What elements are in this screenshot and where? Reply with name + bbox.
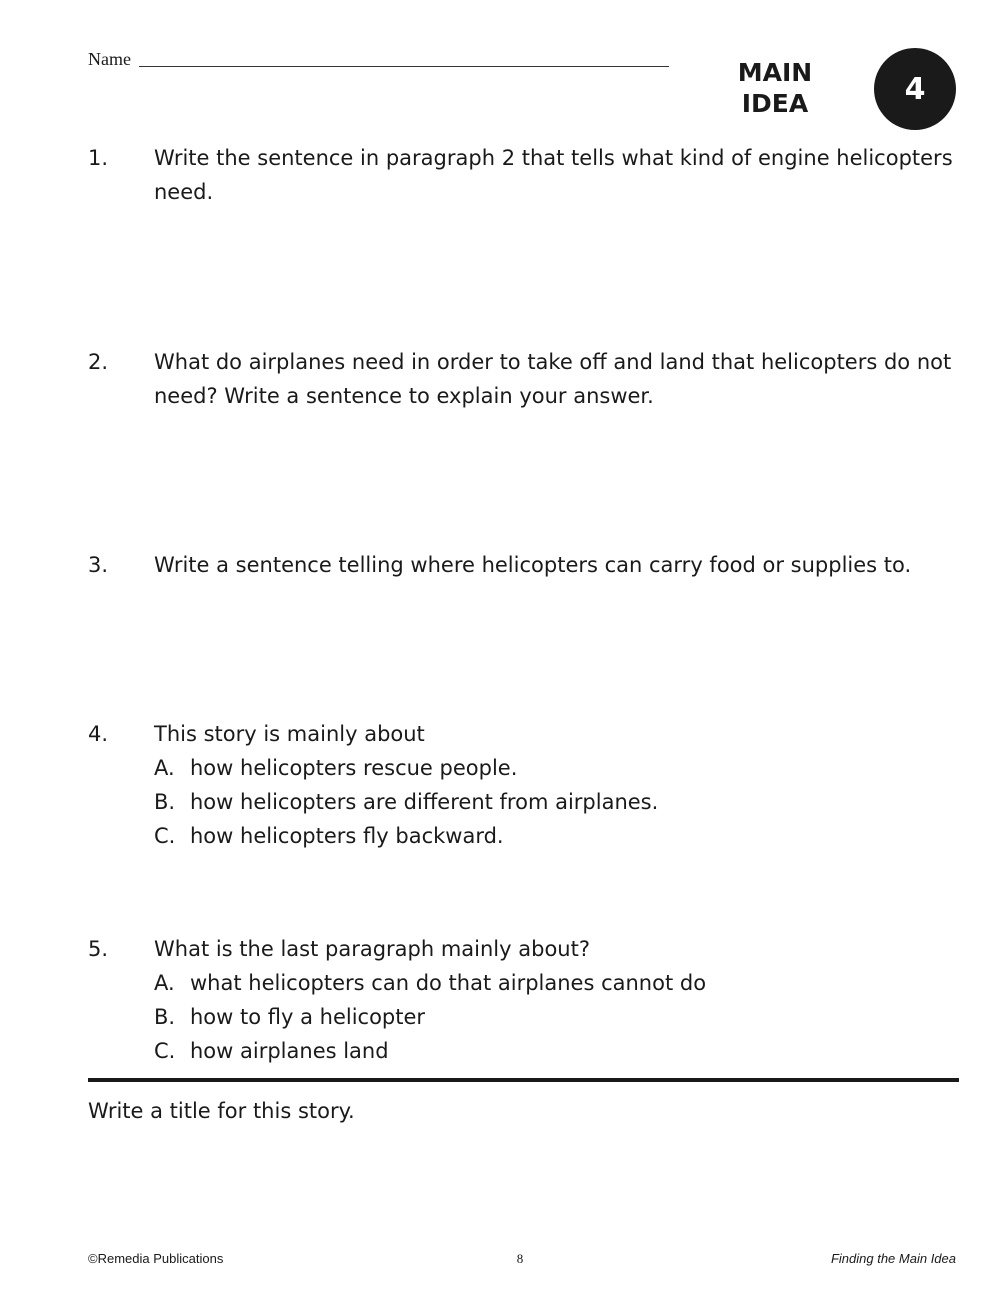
unit-title-line1: MAIN	[737, 58, 813, 87]
choice-letter: A.	[154, 756, 175, 780]
unit-title-line2: IDEA	[741, 89, 809, 118]
name-label: Name	[88, 49, 131, 69]
choice-text: what helicopters can do that airplanes cannot do	[190, 971, 707, 995]
section-divider	[88, 1078, 959, 1082]
choice-a[interactable]	[88, 751, 968, 785]
question-1	[88, 141, 968, 209]
choice-letter: B.	[154, 790, 176, 814]
lesson-number-badge: 4	[874, 48, 956, 130]
question-4	[88, 717, 968, 853]
choice-c[interactable]	[88, 819, 968, 853]
unit-title	[722, 57, 828, 119]
footer-book-title: Finding the Main Idea	[830, 1251, 956, 1266]
choice-text: how helicopters are different from airplanes.	[190, 790, 659, 814]
title-prompt: Write a title for this story.	[88, 1099, 355, 1123]
question-5	[88, 932, 968, 1068]
question-number: 1.	[88, 146, 109, 170]
choice-text: how helicopters fly backward.	[190, 824, 504, 848]
choice-c[interactable]	[88, 1034, 968, 1068]
choice-b[interactable]	[88, 1000, 968, 1034]
footer-page-number: 8	[516, 1251, 524, 1266]
question-number: 2.	[88, 350, 109, 374]
question-2	[88, 345, 968, 413]
question-number: 3.	[88, 553, 109, 577]
choice-letter: C.	[154, 824, 176, 848]
question-number: 4.	[88, 722, 109, 746]
question-3	[88, 548, 968, 582]
choice-text: how to fly a helicopter	[190, 1005, 426, 1029]
footer-publisher: ©Remedia Publications	[88, 1251, 224, 1266]
question-text: What is the last paragraph mainly about?	[154, 937, 590, 961]
choice-a[interactable]	[88, 966, 968, 1000]
question-text: What do airplanes need in order to take off and land that helicopters do not need? Write a sentence to explain your answer.	[154, 350, 952, 408]
choice-letter: B.	[154, 1005, 176, 1029]
question-text: Write a sentence telling where helicopters can carry food or supplies to.	[154, 553, 912, 577]
name-row	[88, 48, 669, 70]
choice-letter: C.	[154, 1039, 176, 1063]
name-field[interactable]	[139, 66, 669, 67]
question-text: This story is mainly about	[154, 722, 425, 746]
question-number: 5.	[88, 937, 109, 961]
question-text: Write the sentence in paragraph 2 that tells what kind of engine helicopters need.	[154, 146, 953, 204]
choice-letter: A.	[154, 971, 175, 995]
choice-text: how airplanes land	[190, 1039, 389, 1063]
choice-b[interactable]	[88, 785, 968, 819]
choice-text: how helicopters rescue people.	[190, 756, 518, 780]
